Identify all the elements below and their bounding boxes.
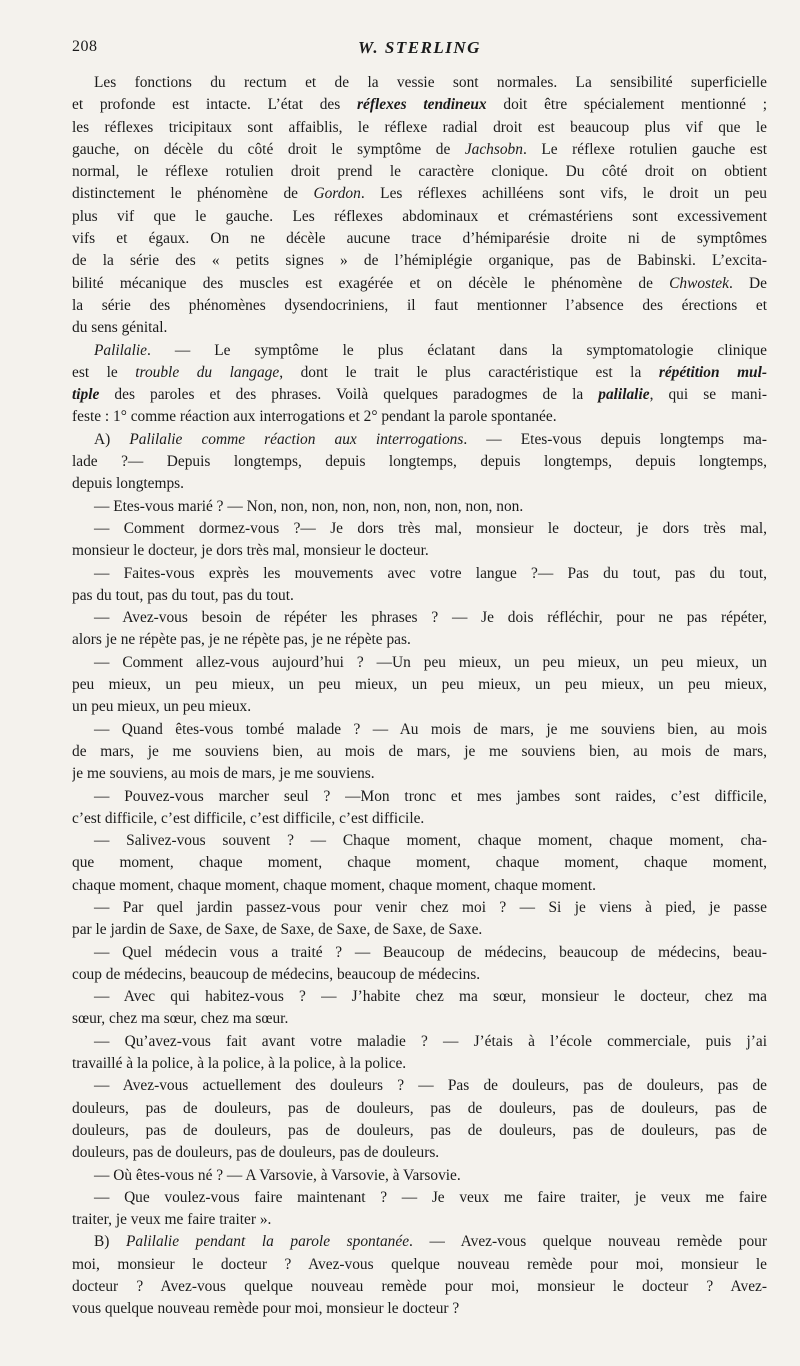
text-line: — Pouvez-vous marcher seul ? —Mon tronc et mes jambes sont raides, c’est difficile, — [94, 787, 767, 805]
text-line: les réflexes tricipitaux sont affaiblis, le réflexe radial droit est beaucoup plus vif que le — [72, 118, 767, 136]
text-line: — Que voulez-vous faire maintenant ? — Je veux me faire traiter, je veux me faire — [94, 1188, 767, 1206]
text-line: par le jardin de Saxe, de Saxe, de Saxe, de Saxe, de Saxe, de Saxe. — [72, 921, 483, 939]
text-line: et profonde est intacte. L’état des réflexes tendineux doit être spécialement mentionné ; — [72, 96, 767, 114]
text-line: travaillé à la police, à la police, à la police, à la police. — [72, 1055, 407, 1073]
text-line: du sens génital. — [72, 319, 168, 337]
text-line: feste : 1° comme réaction aux interrogations et 2° pendant la parole spontanée. — [72, 408, 557, 426]
text-line: douleurs, pas de douleurs, pas de douleurs, pas de douleurs, pas de douleurs, pas de — [72, 1099, 767, 1117]
text-line: — Comment dormez-vous ?— Je dors très mal, monsieur le docteur, je dors très mal, — [94, 519, 767, 537]
text-line: B) Palilalie pendant la parole spontanée. — Avez-vous quelque nouveau remède pour — [94, 1233, 767, 1251]
text-line: distinctement le phénomène de Gordon. Les réflexes achilléens sont vifs, le droit un peu — [72, 185, 767, 203]
text-line: moi, monsieur le docteur ? Avez-vous quelque nouveau remède pour moi, monsieur le — [72, 1255, 767, 1273]
text-line: depuis longtemps. — [72, 475, 185, 493]
text-line: je me souviens, au mois de mars, je me souviens. — [72, 765, 375, 783]
text-line: — Avez-vous besoin de répéter les phrases ? — Je dois réfléchir, pour ne pas répéter, — [94, 609, 767, 627]
body-text — [72, 72, 767, 1321]
text-line: — Qu’avez-vous fait avant votre maladie ? — J’étais à l’école commerciale, puis j’ai — [94, 1032, 767, 1050]
text-line: normal, le réflexe rotulien droit prend le caractère clonique. Du côté droit on obtient — [72, 163, 767, 181]
text-line: c’est difficile, c’est difficile, c’est difficile, c’est difficile. — [72, 809, 425, 827]
text-line: — Faites-vous exprès les mouvements avec votre langue ?— Pas du tout, pas du tout, — [94, 564, 767, 582]
text-line: chaque moment, chaque moment, chaque moment, chaque moment, chaque moment. — [72, 876, 596, 894]
text-line: — Par quel jardin passez-vous pour venir chez moi ? — Si je viens à pied, je passe — [94, 898, 767, 916]
text-line: — Où êtes-vous né ? — A Varsovie, à Varsovie, à Varsovie. — [94, 1166, 461, 1184]
text-line: — Etes-vous marié ? — Non, non, non, non, non, non, non, non, non. — [94, 497, 524, 515]
text-line: la série des phénomènes dysendocriniens, il faut mentionner l’absence des érections et — [72, 296, 767, 314]
text-line: — Comment allez-vous aujourd’hui ? —Un peu mieux, un peu mieux, un peu mieux, un — [94, 653, 767, 671]
text-line: — Quand êtes-vous tombé malade ? — Au mois de mars, je me souviens bien, au mois — [94, 720, 767, 738]
text-line: monsieur le docteur, je dors très mal, monsieur le docteur. — [72, 542, 429, 560]
text-line: douleurs, pas de douleurs, pas de douleurs, pas de douleurs. — [72, 1144, 440, 1162]
running-head — [72, 38, 767, 62]
text-line: vifs et égaux. On ne décèle aucune trace d’hémiparésie droite ni de symptômes — [72, 230, 767, 248]
text-line: est le trouble du langage, dont le trait le plus caractéristique est la répétition mul- — [72, 363, 767, 381]
text-line: vous quelque nouveau remède pour moi, monsieur le docteur ? — [72, 1300, 460, 1318]
text-line: que moment, chaque moment, chaque moment, chaque moment, chaque moment, — [72, 854, 767, 872]
text-line: peu mieux, un peu mieux, un peu mieux, un peu mieux, un peu mieux, un peu mieux, — [72, 676, 767, 694]
text-line: lade ?— Depuis longtemps, depuis longtemps, depuis longtemps, depuis longtemps, — [72, 453, 767, 471]
text-line: Les fonctions du rectum et de la vessie sont normales. La sensibilité superficielle — [94, 74, 767, 91]
text-line: traiter, je veux me faire traiter ». — [72, 1211, 272, 1229]
page-number: 208 — [72, 38, 98, 55]
text-line: tiple des paroles et des phrases. Voilà quelques paradogmes de la palilalie, qui se mani- — [72, 386, 767, 404]
text-line: coup de médecins, beaucoup de médecins, beaucoup de médecins. — [72, 965, 481, 983]
text-line: douleurs, pas de douleurs, pas de douleurs, pas de douleurs, pas de douleurs, pas de — [72, 1121, 767, 1139]
text-line: — Salivez-vous souvent ? — Chaque moment, chaque moment, chaque moment, cha- — [94, 832, 767, 850]
text-line: de mars, je me souviens bien, au mois de mars, je me souviens bien, au mois de mars, — [72, 742, 767, 760]
text-line: plus vif que le gauche. Les réflexes abdominaux et crémastériens sont excessivement — [72, 207, 767, 225]
text-line: — Quel médecin vous a traité ? — Beaucoup de médecins, beaucoup de médecins, beau- — [94, 943, 767, 961]
text-line: Palilalie. — Le symptôme le plus éclatant dans la symptomatologie clinique — [94, 341, 767, 359]
text-line: gauche, on décèle du côté droit le symptôme de Jachsobn. Le réflexe rotulien gauche est — [72, 140, 767, 158]
text-line: pas du tout, pas du tout, pas du tout. — [72, 586, 294, 604]
text-line: alors je ne répète pas, je ne répète pas, je ne répète pas. — [72, 631, 411, 649]
text-line: docteur ? Avez-vous quelque nouveau remède pour moi, monsieur le docteur ? Avez- — [72, 1278, 767, 1296]
text-line: un peu mieux, un peu mieux. — [72, 698, 252, 716]
text-line: sœur, chez ma sœur, chez ma sœur. — [72, 1010, 289, 1028]
text-line: de la série des « petits signes » de l’hémiplégie organique, pas de Babinski. L’excita- — [72, 252, 767, 270]
text-line: A) Palilalie comme réaction aux interrogations. — Etes-vous depuis longtemps ma- — [94, 430, 767, 448]
text-line: — Avez-vous actuellement des douleurs ? — Pas de douleurs, pas de douleurs, pas de — [94, 1077, 767, 1095]
text-line: bilité mécanique des muscles est exagérée et on décèle le phénomène de Chwostek. De — [72, 274, 767, 292]
running-head-author: W. STERLING — [358, 38, 481, 57]
text-line: — Avec qui habitez-vous ? — J’habite chez ma sœur, monsieur le docteur, chez ma — [94, 988, 767, 1006]
